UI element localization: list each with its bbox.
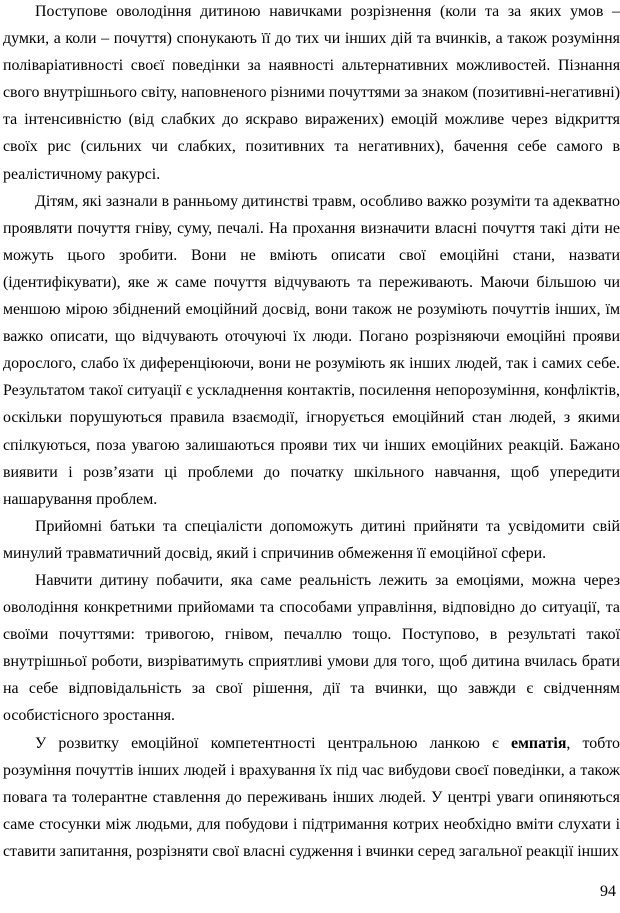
paragraph-5 — [3, 730, 620, 865]
paragraph-2: Дітям, які зазнали в ранньому дитинстві травм, особливо важко розуміти та адекватно проявляти почуття гніву, суму, печалі. На прохання визначити власні почуття такі діти не можуть цього зробити. Вони не вміють описати свої емоційні стани, назвати (ідентифікувати), яке ж саме почуття відчувають та переживають. Маючи більшою чи меншою мірою збіднений емоційний досвід, вони також не розуміють почуттів інших, їм важко описати, що відчувають оточуючі їх люди. Погано розрізняючи емоційні прояви дорослого, слабо їх диференціюючи, вони не розуміють як інших людей, так і самих себе. Результатом такої ситуації є ускладнення контактів, посилення непорозуміння, конфліктів, оскільки порушуються правила взаємодії, ігнорується емоційний стан людей, з якими спілкуються, поза увагою залишаються прояви тих чи інших емоційних реакцій. Бажано виявити і розв’язати ці проблеми до початку шкільного навчання, щоб упередити нашарування проблем. — [3, 192, 620, 508]
page-number: 94 — [600, 883, 616, 900]
body-text — [3, 0, 620, 865]
empathy-term: емпатія — [511, 734, 567, 752]
paragraph-5-start: У розвитку емоційної компетентності центральною ланкою є — [35, 734, 512, 752]
paragraph-3: Прийомні батьки та спеціалісти допоможуть дитині прийняти та усвідомити свій минулий травматичний досвід, який і спричинив обмеження її емоційної сфери. — [3, 517, 620, 562]
paragraph-1: Поступове оволодіння дитиною навичками розрізнення (коли та за яких умов – думки, а коли – почуття) спонукають її до тих чи інших дій та вчинків, а також розуміння поліваріативності своєї поведінки за наявності альтернативних можливостей. Пізнання свого внутрішнього світу, наповненого різними почуттями за знаком (позитивні-негативні) та інтенсивністю (від слабких до яскраво виражених) емоцій можливе через відкриття своїх рис (сильних чи слабких, позитивних та негативних), бачення себе самого в реалістичному ракурсі. — [3, 3, 620, 183]
paragraph-5-end: , тобто розуміння почуттів інших людей і врахування їх під час вибудови своєї поведінки, а також повага та толерантне ставлення до переживань інших людей. У центрі уваги опиняються саме стосунки між людьми, для побудови і підтримання котрих необхідно вміти слухати і ставити запитання, розрізняти свої власні судження і вчинки серед загальної реакції інших — [3, 734, 620, 860]
paragraph-4: Навчити дитину побачити, яка саме реальність лежить за емоціями, можна через оволодіння конкретними прийомами та способами управління, відповідно до ситуації, та своїми почуттями: тривогою, гнівом, печаллю тощо. Поступово, в результаті такої внутрішньої роботи, визріватимуть сприятливі умови для того, щоб дитина вчилась брати на себе відповідальність за свої рішення, дії та вчинки, що завжди є свідченням особистісного зростання. — [3, 571, 620, 725]
